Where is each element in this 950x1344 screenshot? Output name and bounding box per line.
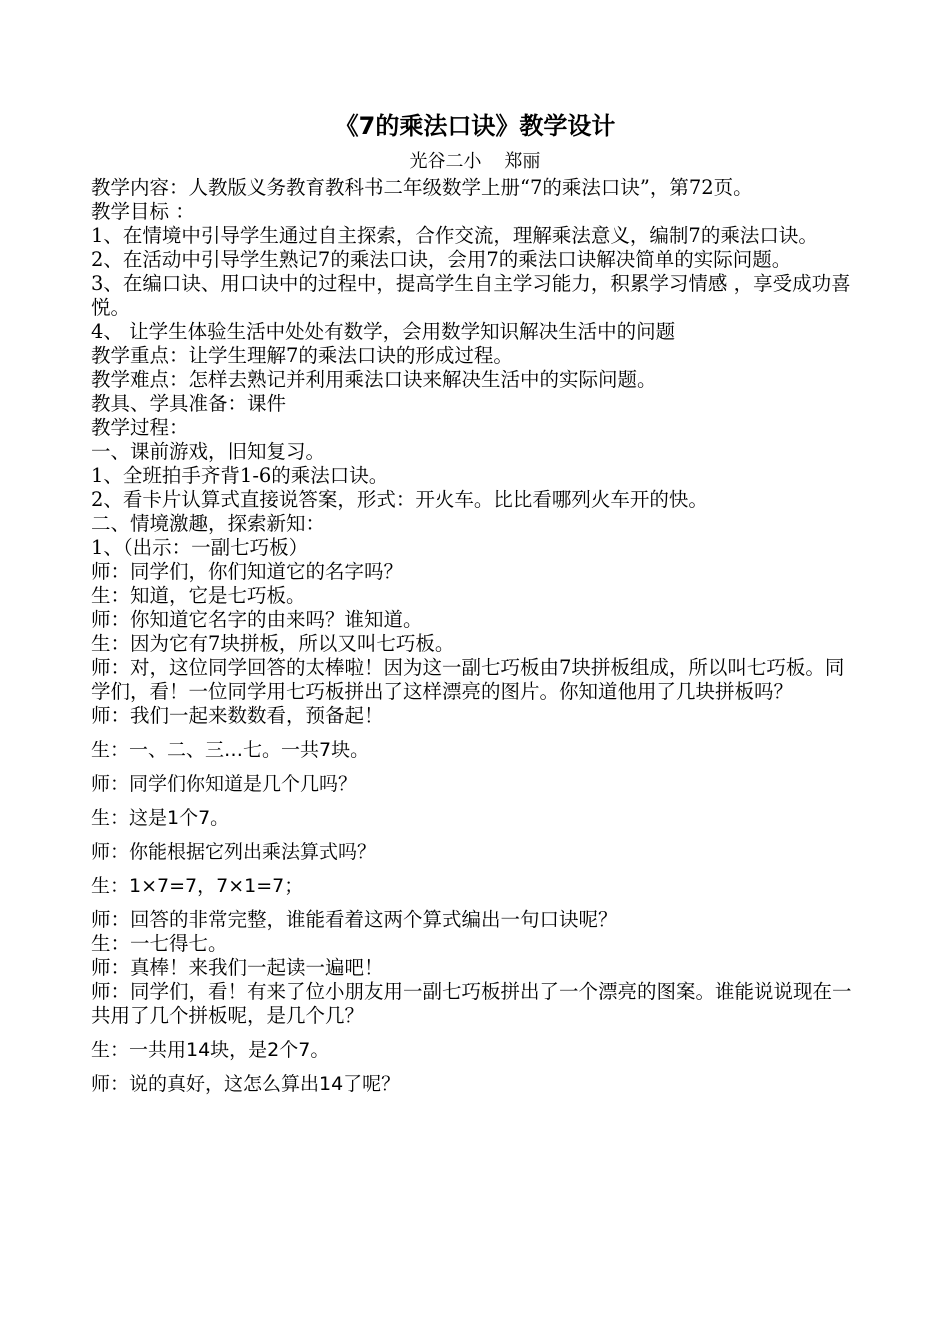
paragraph-teaching-content: 教学内容：人教版义务教育教科书二年级数学上册“7的乘法口诀”，第72页。 — [91, 176, 753, 199]
paragraph-step-1-2: 2、看卡片认算式直接说答案，形式：开火车。比比看哪列火车开的快。 — [91, 488, 708, 511]
dialogue-line: 师：你知道它名字的由来吗？谁知道。 — [91, 608, 423, 631]
paragraph-goal-1: 1、在情境中引导学生通过自主探索，合作交流，理解乘法意义，编制7的乘法口诀。 — [91, 224, 818, 247]
paragraph-difficulty: 教学难点：怎样去熟记并利用乘法口诀来解决生活中的实际问题。 — [91, 368, 657, 391]
dialogue-line: 师：同学们你知道是几个几吗？ — [91, 773, 358, 795]
dialogue-line: 生：一七得七。 — [91, 932, 228, 955]
dialogue-line: 生：因为它有7块拼板，所以又叫七巧板。 — [91, 632, 455, 655]
paragraph-step-2-1: 1、（出示：一副七巧板） — [91, 536, 309, 559]
paragraph-teaching-goals: 教学目标 ： — [91, 200, 195, 223]
paragraph-goal-4: 4、 让学生体验生活中处处有数学，会用数学知识解决生活中的问题 — [91, 320, 676, 343]
paragraph-section-1: 一、课前游戏，旧知复习。 — [91, 440, 326, 463]
paragraph-materials: 教具、学具准备：课件 — [91, 392, 287, 415]
paragraph-goal-3: 3、在编口诀、用口诀中的过程中，提高学生自主学习能力，积累学习情感 ，享受成功喜悦。 — [91, 272, 851, 319]
dialogue-line: 生：知道，它是七巧板。 — [91, 584, 306, 607]
paragraph-goal-2: 2、在活动中引导学生熟记7的乘法口诀，会用7的乘法口诀解决简单的实际问题。 — [91, 248, 792, 271]
paragraph-step-1-1: 1、全班拍手齐背1-6的乘法口诀。 — [91, 464, 389, 487]
dialogue-line: 生：这是1个7。 — [91, 807, 230, 829]
dialogue-line: 生：一、二、三…七。一共7块。 — [91, 739, 370, 761]
dialogue-line: 生：一共用14块，是2个7。 — [91, 1039, 330, 1061]
document-author: 光谷二小 郑丽 — [409, 151, 541, 172]
dialogue-line: 师：对，这位同学回答的太棒啦！因为这一副七巧板由7块拼板组成，所以叫七巧板。同学们，看！一位同学用七巧板拼出了这样漂亮的图片。你知道他用了几块拼板吗？ — [91, 656, 845, 703]
paragraph-section-2: 二、情境激趣，探索新知： — [91, 512, 326, 535]
dialogue-line: 师：同学们，你们知道它的名字吗？ — [91, 560, 404, 583]
dialogue-line: 师：真棒！来我们一起读一遍吧！ — [91, 956, 384, 979]
paragraph-process: 教学过程： — [91, 416, 189, 439]
dialogue-line: 师：说的真好，这怎么算出14了呢？ — [91, 1073, 401, 1095]
dialogue-line: 师：你能根据它列出乘法算式吗？ — [91, 841, 377, 863]
document-title: 《7的乘法口诀》教学设计 — [334, 112, 616, 140]
dialogue-line: 师：回答的非常完整，谁能看着这两个算式编出一句口诀呢？ — [91, 908, 618, 931]
dialogue-line: 师：我们一起来数数看，预备起！ — [91, 704, 384, 727]
paragraph-key-point: 教学重点：让学生理解7的乘法口诀的形成过程。 — [91, 344, 513, 367]
document-body — [91, 176, 863, 1106]
dialogue-line: 生：1×7=7，7×1=7； — [91, 875, 304, 897]
dialogue-line: 师：同学们，看！有来了位小朋友用一副七巧板拼出了一个漂亮的图案。谁能说说现在一共用了几个拼板呢，是几个几？ — [91, 980, 852, 1027]
